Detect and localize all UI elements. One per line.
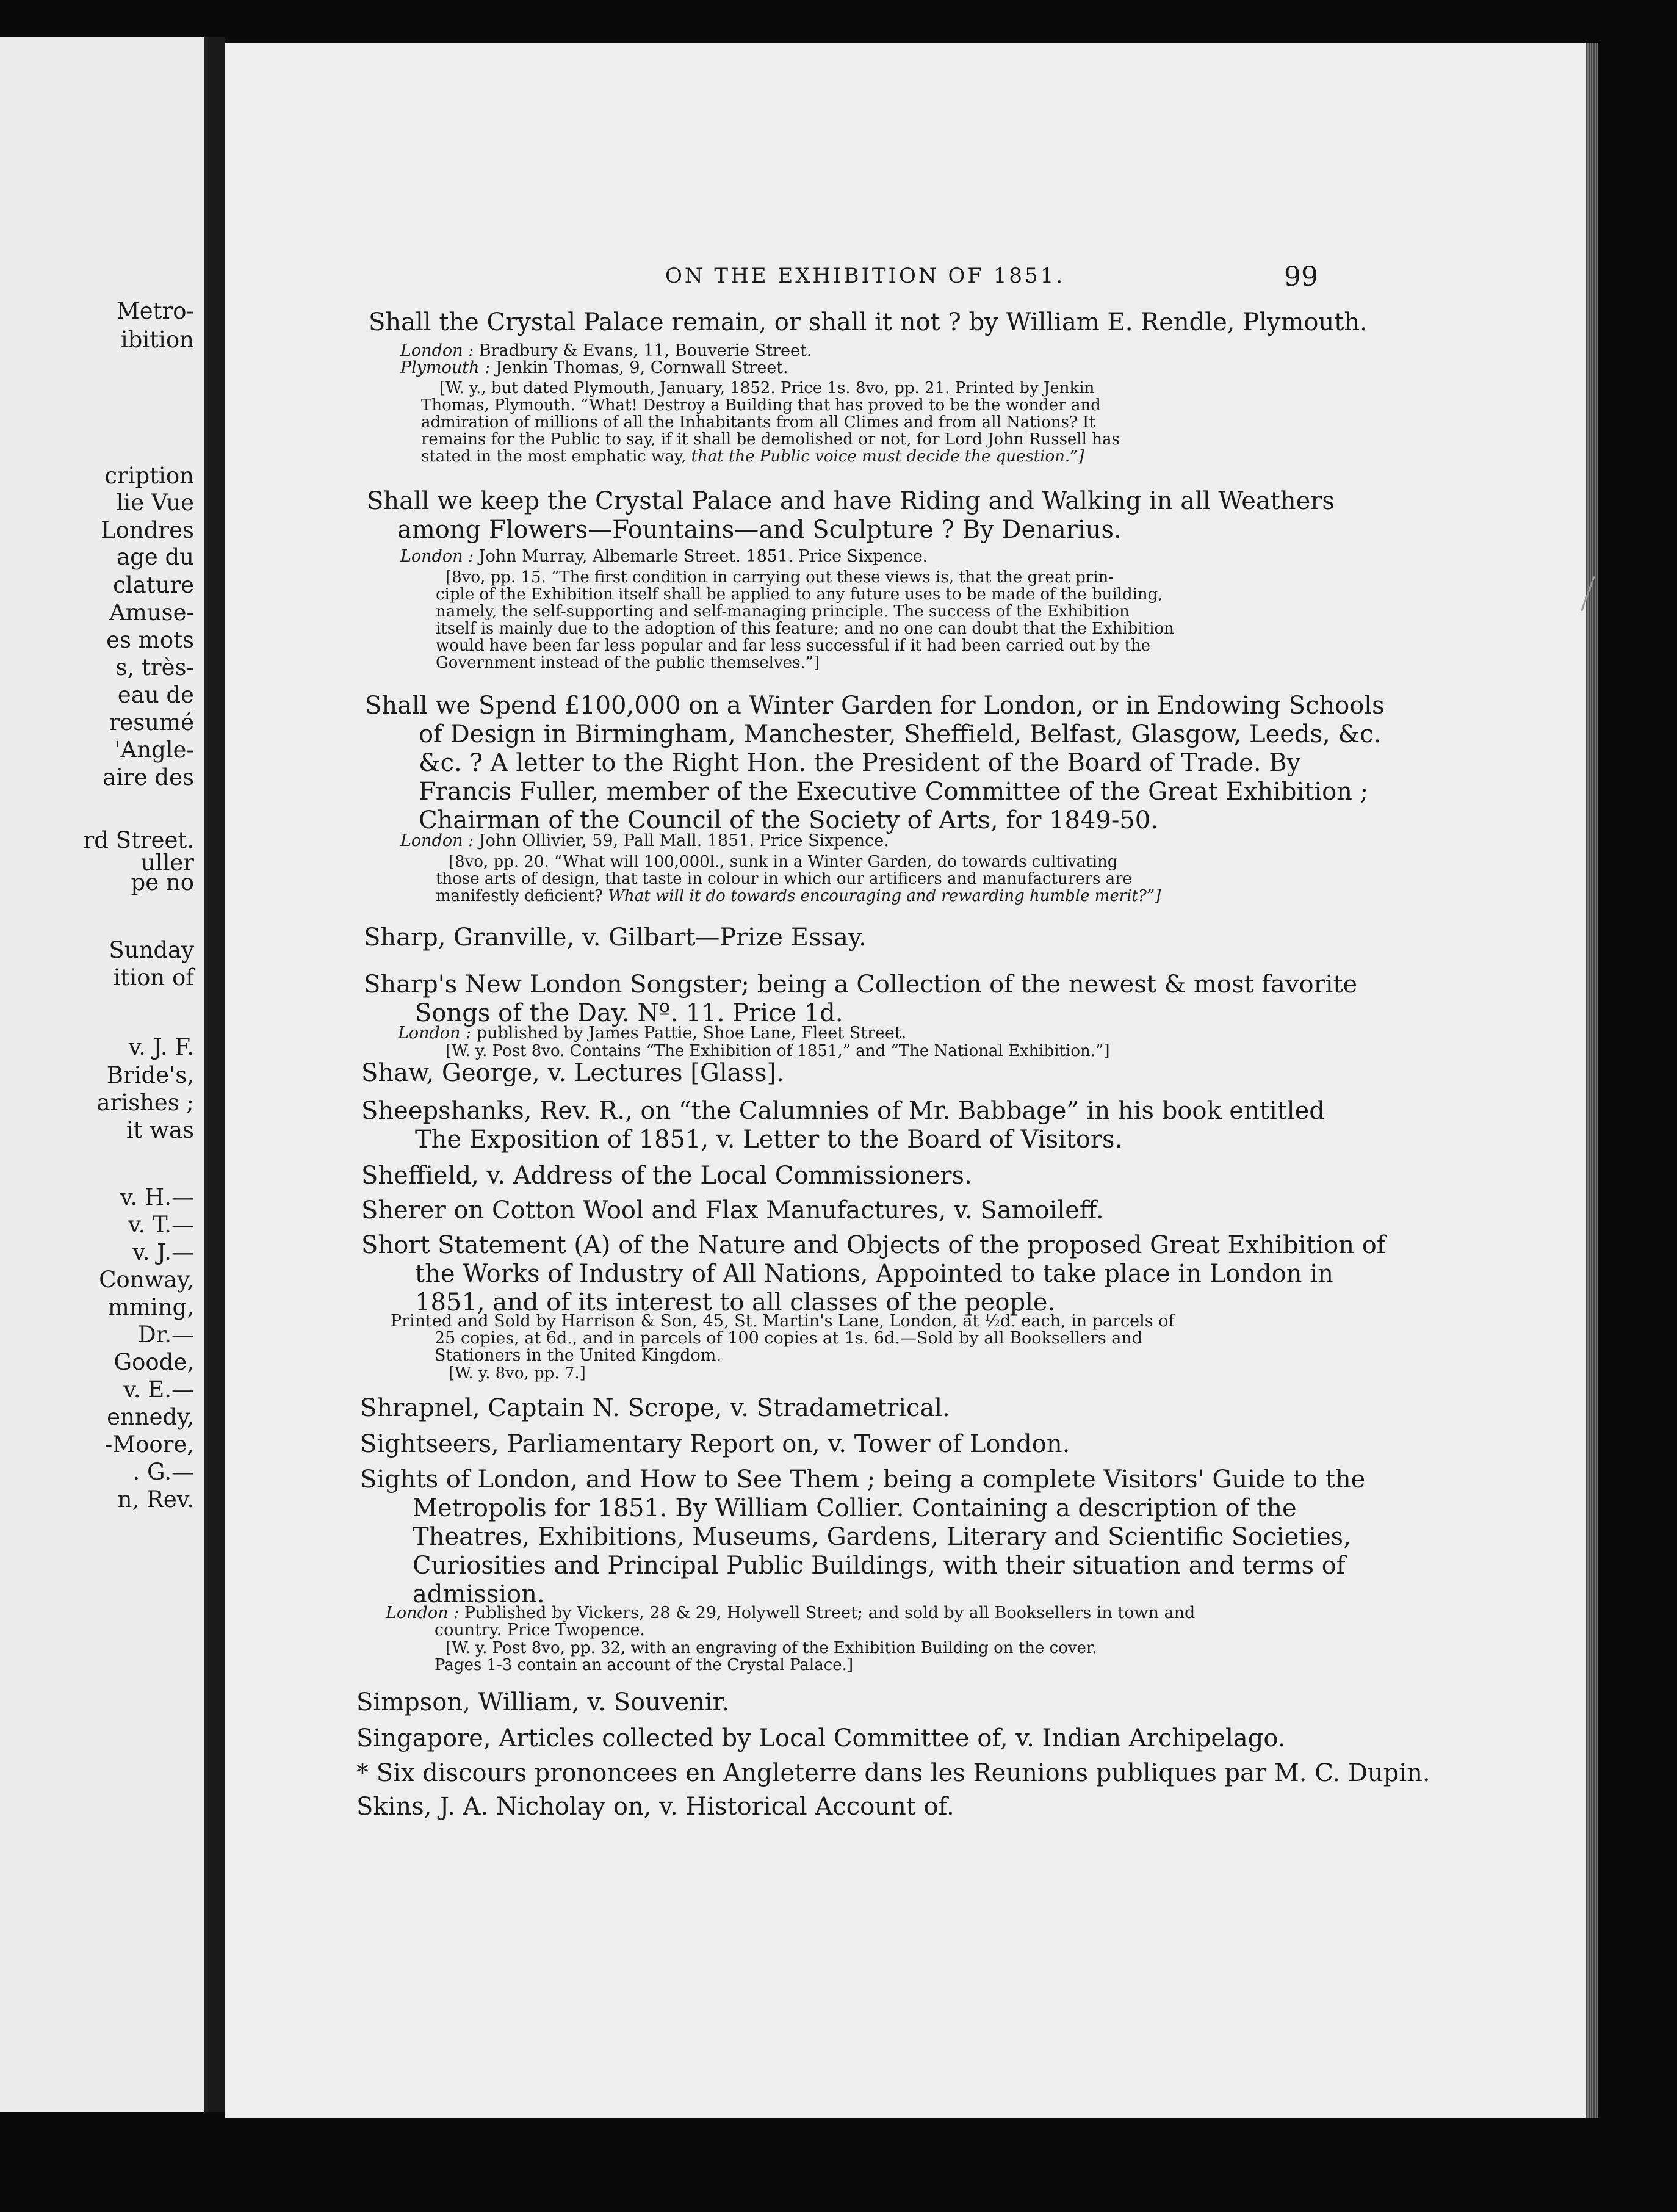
line-text: Shall the Crystal Palace remain, or shall it not ? by William E. Rendle, Plymouth. (369, 308, 1368, 336)
line-text: Sheepshanks, Rev. R., on “the Calumnies of Mr. Babbage” in his book entitled (361, 1097, 1325, 1125)
entry-line (413, 1552, 1346, 1580)
entry-line (361, 1231, 1386, 1260)
line-text: manifestly deficient? (436, 887, 608, 905)
line-italic-tail: What will it do towards encouraging and rewarding humble merit?”] (608, 887, 1161, 905)
line-text: Sheffield, v. Address of the Local Commissioners. (361, 1162, 972, 1190)
line-text: admission. (413, 1580, 545, 1608)
line-text: * Six discours prononcees en Angleterre dans les Reunions publiques par M. C. Dupin. (356, 1759, 1430, 1787)
left-page-fragment: Dr.— (137, 1321, 194, 1348)
left-page-fragment: Metro- (116, 298, 194, 324)
imprint-line (400, 359, 788, 377)
note-line (421, 431, 1120, 448)
line-text: [8vo, pp. 15. “The first condition in carrying out these views is, that the great prin- (445, 568, 1114, 587)
entry-line (419, 806, 1158, 835)
line-text: Sharp, Granville, v. Gilbart—Prize Essay. (364, 923, 867, 952)
entry-line (413, 1523, 1351, 1552)
note-line (445, 569, 1114, 586)
entry-line (356, 1793, 954, 1821)
left-page-fragment: Goode, (114, 1349, 194, 1375)
entry-line (356, 1688, 729, 1717)
imprint-line (435, 1346, 721, 1365)
line-text: [W. y. Post 8vo. Contains “The Exhibition of 1851,” and “The National Exhibition.”] (445, 1042, 1110, 1060)
imprint-line (398, 1024, 906, 1043)
entry-line (367, 487, 1335, 516)
left-page-fragment: n, Rev. (117, 1486, 194, 1513)
line-text: [8vo, pp. 20. “What will 100,000l., sunk in a Winter Garden, do towards cultivating (449, 853, 1118, 871)
note-line (449, 853, 1117, 870)
left-page-fragment: v. T.— (128, 1212, 194, 1238)
left-page-fragment: v. H.— (120, 1184, 194, 1210)
imprint-place: London : (398, 1024, 472, 1043)
line-text: Government instead of the public themselves.”] (436, 654, 820, 672)
line-text: &c. ? A letter to the Right Hon. the President of the Board of Trade. By (419, 749, 1301, 777)
left-page-fragment: resumé (109, 709, 194, 736)
line-text: Sightseers, Parliamentary Report on, v. Tower of London. (360, 1430, 1070, 1458)
left-page-fragment: uller (140, 850, 194, 876)
line-text: 25 copies, at 6d., and in parcels of 100 copies at 1s. 6d.—Sold by all Booksellers and (435, 1329, 1143, 1348)
left-page-fragment: Conway, (99, 1267, 194, 1293)
line-text: Theatres, Exhibitions, Museums, Gardens, Literary and Scientific Societies, (413, 1523, 1351, 1551)
left-page-fragment: v. J.— (132, 1239, 194, 1265)
entry-line (419, 778, 1368, 806)
left-page-fragment: ennedy, (107, 1404, 194, 1430)
line-text: Simpson, William, v. Souvenir. (356, 1688, 730, 1716)
imprint-line (435, 1621, 645, 1639)
line-text: Bradbury & Evans, 11, Bouverie Street. (474, 341, 812, 360)
line-text: Curiosities and Principal Public Buildings, with their situation and terms of (413, 1552, 1346, 1580)
left-page-fragment: mming, (107, 1294, 194, 1320)
note-line (436, 586, 1163, 603)
line-text: Printed and Sold by Harrison & Son, 45, St. Martin's Lane, London, at ½d. each, in parcels of (391, 1312, 1175, 1331)
entry-line (365, 692, 1385, 720)
line-text: Shaw, George, v. Lectures [Glass]. (361, 1059, 784, 1087)
note-line (421, 414, 1095, 431)
entry-line (360, 1394, 950, 1423)
entry-line (356, 1759, 1430, 1788)
entry-line (361, 1097, 1325, 1126)
imprint-line (400, 832, 889, 850)
line-text: Stationers in the United Kingdom. (435, 1346, 721, 1365)
line-text: [W. y. 8vo, pp. 7.] (449, 1364, 586, 1382)
left-page-fragment: Londres (101, 517, 194, 543)
entry-line (415, 1260, 1333, 1289)
note-line (439, 380, 1094, 397)
note-line (421, 448, 1084, 465)
entry-line (364, 923, 867, 952)
left-page-fragment: s, très- (115, 654, 194, 681)
line-text: John Ollivier, 59, Pall Mall. 1851. Price Sixpence. (474, 831, 889, 850)
line-text: Metropolis for 1851. By William Collier. Containing a description of the (413, 1494, 1297, 1522)
imprint-line (400, 548, 928, 566)
line-text: published by James Pattie, Shoe Lane, Fleet Street. (471, 1024, 907, 1043)
line-text: would have been far less popular and far less successful if it had been carried out by the (436, 637, 1151, 655)
entry-line (356, 1724, 1285, 1753)
left-page-fragment: v. E.— (123, 1376, 194, 1403)
line-italic-tail: that the Public voice must decide the question.”] (691, 447, 1084, 466)
line-text: Thomas, Plymouth. “What! Destroy a Building that has proved to be the wonder and (421, 396, 1101, 414)
line-text: Shrapnel, Captain N. Scrope, v. Stradametrical. (360, 1394, 950, 1422)
line-text: [W. y. Post 8vo, pp. 32, with an engraving of the Exhibition Building on the cover. (445, 1639, 1097, 1657)
left-page-fragment: es mots (106, 627, 194, 653)
entry-line (419, 720, 1381, 749)
entry-line (413, 1494, 1297, 1523)
line-text: among Flowers—Fountains—and Sculpture ? By Denarius. (397, 516, 1122, 544)
note-line (421, 397, 1101, 414)
note-line (445, 1639, 1097, 1657)
left-page-fragment: ibition (120, 327, 194, 353)
entry-line (361, 1059, 784, 1088)
note-line (435, 1657, 853, 1674)
entry-line (419, 749, 1300, 778)
note-line (436, 637, 1150, 654)
entry-line (361, 1196, 1104, 1225)
left-page-fragment: lie Vue (116, 490, 194, 516)
entry-line (397, 516, 1122, 544)
left-page-fragment: cription (104, 463, 194, 489)
note-line (436, 603, 1130, 620)
line-text: Sharp's New London Songster; being a Collection of the newest & most favorite (364, 970, 1358, 999)
entry-line (364, 970, 1357, 999)
left-page-fragment: Amuse- (109, 599, 194, 626)
left-page-fragment: it was (126, 1117, 194, 1143)
line-text: the Works of Industry of All Nations, Appointed to take place in London in (415, 1260, 1333, 1288)
left-page-fragment: . G.— (132, 1459, 194, 1485)
entry-line (360, 1466, 1365, 1494)
imprint-line (400, 342, 812, 360)
page-edge (1586, 43, 1598, 2118)
left-page-fragment: 'Angle- (114, 737, 194, 763)
left-page-fragment: eau de (117, 682, 194, 708)
line-text: Jenkin Thomas, 9, Cornwall Street. (490, 358, 788, 377)
book-gutter (208, 37, 225, 2112)
line-text: Singapore, Articles collected by Local Committee of, v. Indian Archipelago. (356, 1724, 1286, 1752)
line-text: Sights of London, and How to See Them ; being a complete Visitors' Guide to the (360, 1466, 1366, 1494)
note-line (445, 1043, 1109, 1060)
page-number: 99 (1284, 261, 1318, 292)
line-text: Songs of the Day. Nº. 11. Price 1d. (415, 999, 843, 1027)
line-text: Shall we keep the Crystal Palace and have Riding and Walking in all Weathers (367, 487, 1335, 515)
note-line (449, 1365, 586, 1382)
entry-line (361, 1162, 972, 1190)
line-text: country. Price Twopence. (435, 1621, 645, 1639)
note-line (436, 620, 1174, 637)
line-text: The Exposition of 1851, v. Letter to the Board of Visitors. (415, 1126, 1123, 1154)
line-text: Skins, J. A. Nicholay on, v. Historical Account of. (356, 1793, 954, 1821)
line-text: John Murray, Albemarle Street. 1851. Price Sixpence. (474, 547, 928, 566)
line-text: admiration of millions of all the Inhabitants from all Climes and from all Nations? It (421, 413, 1095, 432)
left-page-fragment: pe no (131, 869, 194, 895)
line-text: [W. y., but dated Plymouth, January, 1852. Price 1s. 8vo, pp. 21. Printed by Jenkin (439, 379, 1095, 397)
line-text: of Design in Birmingham, Manchester, Sheffield, Belfast, Glasgow, Leeds, &c. (419, 720, 1382, 748)
left-page-fragment: clature (113, 572, 194, 598)
left-page-fragment: aire des (103, 764, 194, 790)
line-text: Shall we Spend £100,000 on a Winter Garden for London, or in Endowing Schools (365, 692, 1385, 720)
line-text: Chairman of the Council of the Society of Arts, for 1849-50. (419, 806, 1158, 834)
note-line (436, 654, 820, 671)
left-page-fragment: rd Street. (83, 827, 194, 853)
line-text: ciple of the Exhibition itself shall be applied to any future uses to be made of the building, (436, 585, 1163, 604)
left-page-fragment: v. J. F. (128, 1034, 194, 1060)
imprint-place: London : (400, 831, 474, 850)
entry-line (415, 1126, 1122, 1154)
line-text: Pages 1-3 contain an account of the Crystal Palace.] (435, 1656, 854, 1674)
left-page-fragment: Bride's, (106, 1062, 194, 1088)
left-page-fragment: arishes ; (96, 1090, 194, 1116)
left-page-fragment: age du (117, 544, 194, 570)
line-text: those arts of design, that taste in colour in which our artificers and manufacturers are (436, 870, 1132, 888)
imprint-place: Plymouth : (400, 358, 491, 377)
line-text: 1851, and of its interest to all classes of the people. (415, 1289, 1056, 1317)
running-title: ON THE EXHIBITION OF 1851. (665, 264, 1066, 288)
imprint-place: London : (386, 1603, 460, 1622)
line-text: namely, the self-supporting and self-managing principle. The success of the Exhibition (436, 602, 1130, 621)
left-page-fragment: Sunday (109, 937, 194, 963)
left-page-fragment: ition of (113, 964, 194, 991)
entry-line (369, 308, 1368, 337)
left-page-fragment: -Moore, (104, 1431, 194, 1458)
imprint-place: London : (400, 547, 474, 566)
imprint-line (386, 1604, 1195, 1622)
line-text: itself is mainly due to the adoption of this feature; and no one can doubt that the Exhibition (436, 620, 1174, 638)
line-text: Sherer on Cotton Wool and Flax Manufactures, v. Samoileff. (361, 1196, 1104, 1224)
line-text: Francis Fuller, member of the Executive Committee of the Great Exhibition ; (419, 778, 1369, 806)
note-line (436, 870, 1132, 887)
imprint-line (391, 1312, 1174, 1331)
line-text: stated in the most emphatic way, (421, 447, 691, 466)
imprint-place: London : (400, 341, 474, 360)
note-line (436, 887, 1161, 905)
entry-line (360, 1430, 1070, 1459)
line-text: remains for the Public to say, if it shall be demolished or not, for Lord John Russell has (421, 430, 1120, 449)
line-text: Published by Vickers, 28 & 29, Holywell Street; and sold by all Booksellers in town and (459, 1603, 1196, 1622)
imprint-line (435, 1329, 1142, 1348)
line-text: Short Statement (A) of the Nature and Objects of the proposed Great Exhibition of (361, 1231, 1386, 1259)
left-page (0, 37, 208, 2112)
